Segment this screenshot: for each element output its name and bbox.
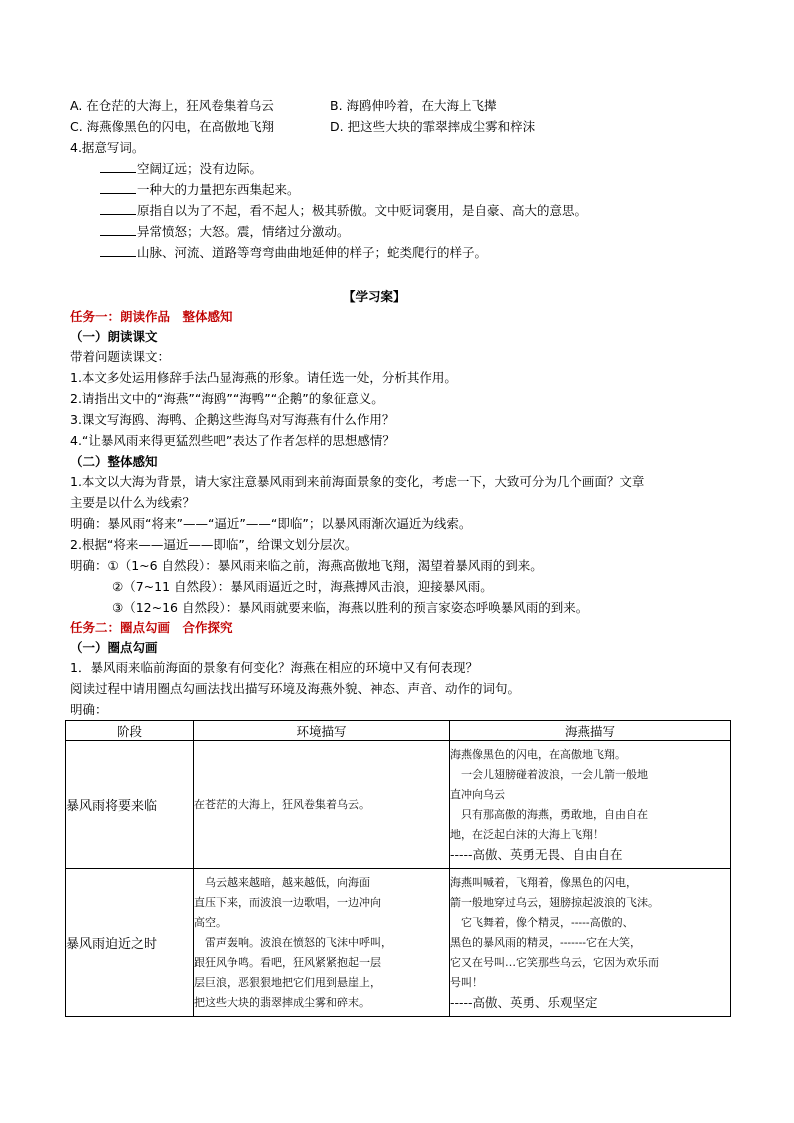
fill-item-3: 原指自以为了不起，看不起人；极其骄傲。文中贬词褒用，是自豪、高大的意思。 — [100, 202, 587, 220]
petrel-line: 海燕像黑色的闪电，在高傲地飞翔。 — [450, 747, 626, 761]
answer-blank[interactable] — [100, 202, 136, 215]
environment-cell — [194, 869, 450, 1017]
fill-item-4: 异常愤怒；大怒。震，情绪过分激动。 — [100, 223, 350, 241]
petrel-line: 直冲向乌云 — [450, 787, 505, 801]
petrel-line: 黑色的暴风雨的精灵，-------它在大笑， — [450, 935, 642, 949]
table-header: 环境描写 — [194, 721, 450, 741]
option-c: C. 海燕像黑色的闪电，在高傲地飞翔 — [70, 119, 275, 134]
petrel-summary: -----高傲、英勇、乐观坚定 — [450, 994, 598, 1010]
environment-line: 乌云越来越暗，越来越低，向海面 — [194, 875, 370, 889]
petrel-line: 它飞舞着，像个精灵，-----高傲的、 — [450, 915, 634, 929]
petrel-line: 号叫！ — [450, 975, 483, 989]
stage-cell: 暴风雨迫近之时 — [66, 869, 194, 1017]
overview-question-1-line2: 主要是以什么为线索？ — [70, 495, 196, 510]
task-1-title: 任务一：朗读作品 整体感知 — [70, 309, 233, 324]
reading-question-3: 3.课文写海鸥、海鸭、企鹅这些海鸟对写海燕有什么作用？ — [70, 412, 395, 427]
reading-question-2: 2.请指出文中的“海燕”“海鸥”“海鸭”“企鹅”的象征意义。 — [70, 391, 384, 406]
environment-line: 雷声轰响。波浪在愤怒的飞沫中呼叫， — [194, 935, 392, 949]
fill-item-2: 一种大的力量把东西集起来。 — [100, 181, 300, 199]
answer-blank[interactable] — [100, 244, 136, 257]
environment-line: 把这些大块的翡翠摔成尘雾和碎末。 — [194, 995, 370, 1009]
option-d: D. 把这些大块的霏翠摔成尘雾和梓沫 — [330, 119, 536, 134]
overview-answer-2-part1: 明确：①（1~6 自然段）：暴风雨来临之前，海燕高傲地飞翔，渴望着暴风雨的到来。 — [70, 558, 543, 573]
petrel-line: 只有那高傲的海燕，勇敢地，自由自在 — [450, 807, 648, 821]
subsection-annotate: （一）圈点勾画 — [70, 640, 158, 655]
overview-answer-1: 明确：暴风雨“将来”——“逼近”——“即临”；以暴风雨渐次逼近为线索。 — [70, 516, 472, 531]
reading-question-1: 1.本文多处运用修辞手法凸显海燕的形象。请任选一处，分析其作用。 — [70, 370, 457, 385]
annotate-answer-label: 明确： — [70, 702, 108, 717]
overview-question-1-line1: 1.本文以大海为背景，请大家注意暴风雨到来前海面景象的变化，考虑一下，大致可分为几个画面？文章 — [70, 474, 645, 489]
table-row — [66, 869, 731, 1017]
task-2-title: 任务二：圈点勾画 合作探究 — [70, 620, 233, 635]
petrel-summary: -----高傲、英勇无畏、自由自在 — [450, 846, 623, 862]
subsection-reading: （一）朗读课文 — [70, 329, 158, 344]
petrel-line: 它又在号叫…它笑那些乌云，它因为欢乐而 — [450, 955, 659, 969]
environment-line: 直压下来，而波浪一边歌唱，一边冲向 — [194, 895, 381, 909]
overview-question-2: 2.根据“将来——逼近——即临”，给课文划分层次。 — [70, 537, 358, 552]
petrel-cell — [450, 741, 731, 869]
petrel-line: 箭一般地穿过乌云，翅膀掠起波浪的飞沫。 — [450, 895, 659, 909]
table-header-row — [66, 721, 731, 741]
fill-item-1: 空阔辽远；没有边际。 — [100, 160, 262, 178]
answer-blank[interactable] — [100, 160, 136, 173]
environment-line: 跟狂风争鸣。看吧，狂风紧紧抱起一层 — [194, 955, 381, 969]
overview-answer-2-part3: ③（12~16 自然段）：暴风雨就要来临，海燕以胜利的预言家姿态呼唤暴风雨的到来。 — [112, 600, 589, 615]
analysis-table — [65, 720, 731, 1017]
petrel-line: 一会儿翅膀碰着波浪，一会儿箭一般地 — [450, 767, 648, 781]
subsection-overview: （二）整体感知 — [70, 454, 158, 469]
question-4-title: 4.据意写词。 — [70, 140, 145, 155]
answer-blank[interactable] — [100, 223, 136, 236]
table-row — [66, 741, 731, 869]
petrel-line: 地，在泛起白沫的大海上飞翔！ — [450, 827, 604, 841]
annotate-hint: 阅读过程中请用圈点勾画法找出描写环境及海燕外貌、神态、声音、动作的词句。 — [70, 681, 521, 696]
overview-answer-2-part2: ②（7~11 自然段）：暴风雨逼近之时，海燕搏风击浪，迎接暴风雨。 — [112, 579, 493, 594]
environment-line: 高空。 — [194, 915, 227, 929]
petrel-line: 海燕叫喊着，飞翔着，像黑色的闪电， — [450, 875, 637, 889]
section-heading: 【学习案】 — [343, 289, 406, 304]
option-a: A. 在仓茫的大海上，狂风卷集着乌云 — [70, 98, 274, 113]
answer-blank[interactable] — [100, 181, 136, 194]
table-header: 海燕描写 — [450, 721, 731, 741]
table-header: 阶段 — [66, 721, 194, 741]
environment-cell: 在苍茫的大海上，狂风卷集着乌云。 — [194, 741, 450, 869]
reading-question-4: 4.“让暴风雨来得更猛烈些吧”表达了作者怎样的思想感情？ — [70, 433, 395, 448]
fill-item-5: 山脉、河流、道路等弯弯曲曲地延伸的样子；蛇类爬行的样子。 — [100, 244, 487, 262]
environment-line: 层巨浪，恶狠狠地把它们甩到悬崖上， — [194, 975, 381, 989]
reading-intro: 带着问题读课文： — [70, 349, 171, 364]
petrel-cell — [450, 869, 731, 1017]
annotate-question-1: 1．暴风雨来临前海面的景象有何变化？海燕在相应的环境中又有何表现？ — [70, 660, 478, 675]
option-b: B. 海鸥伸吟着，在大海上飞撵 — [330, 98, 497, 113]
stage-cell: 暴风雨将要来临 — [66, 741, 194, 869]
